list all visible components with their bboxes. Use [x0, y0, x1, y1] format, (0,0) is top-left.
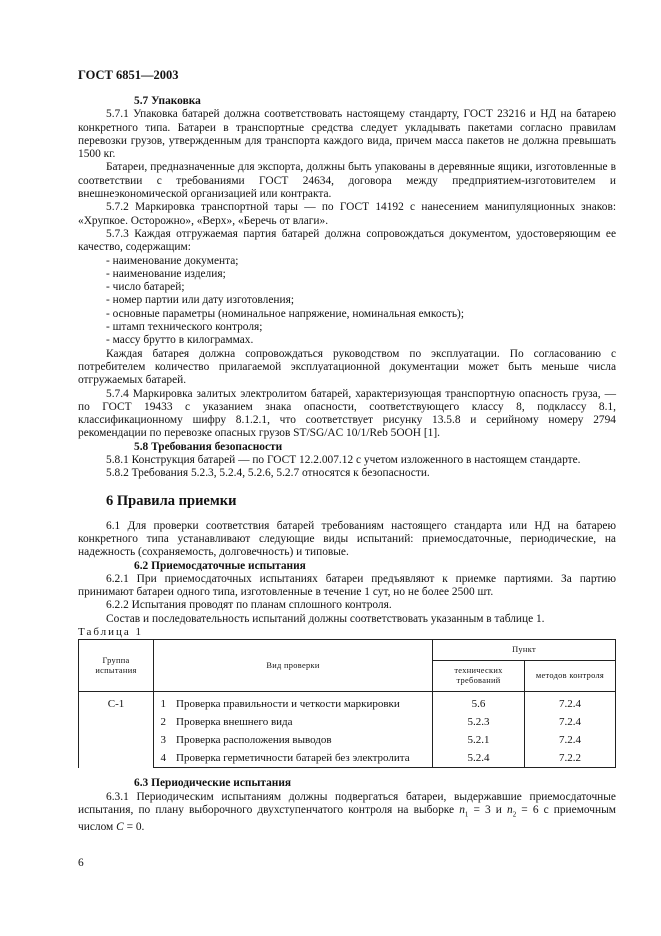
document-body: [78, 95, 616, 835]
paragraph-6-3-1-text: 6.3.1 Периодическим испытаниям должны подвергаться батареи, выдержавшие приемосдаточные испытания, по плану выборочного двухступенчатого контроля на выборке: [78, 790, 616, 816]
paragraph-5-7-2: 5.7.2 Маркировка транспортной тары — по ГОСТ 14192 с нанесением манипуляционных знаков: «Хрупкое. Осторожно», «Верх», «Беречь от влаги».: [78, 201, 616, 227]
n1-value: = 3 и: [468, 803, 507, 816]
n1-symbol: n: [459, 803, 465, 816]
check-cell: Проверка расположения выводов: [172, 731, 433, 749]
method-cell: 7.2.2: [525, 749, 616, 768]
column-header-point: Пункт: [433, 640, 616, 661]
column-header-requirements: технических требований: [433, 661, 525, 692]
paragraph-6-1: 6.1 Для проверки соответствия батарей требованиям настоящего стандарта или НД на батарею конкретного типа устанавливают следующие виды испытаний: приемосдаточные, периодические, на надежность (сохраняемость, долговечность) и типовые.: [78, 519, 616, 559]
n1-subscript: 1: [464, 810, 469, 819]
column-header-check: Вид проверки: [154, 640, 433, 692]
section-6-title: 6 Правила приемки: [106, 492, 237, 509]
paragraph-export: Батареи, предназначенные для экспорта, должны быть упакованы в деревянные ящики, изготовленные в соответствии с требованиями ГОСТ 24634, договора между предприятием-изготовителем и внешнеэкономической организацией или контракта.: [78, 161, 616, 201]
table-1: [78, 639, 616, 768]
column-header-group: Группа испытания: [79, 640, 154, 692]
n2-symbol: n: [507, 803, 513, 816]
paragraph-6-3-1: [78, 791, 616, 835]
check-cell: Проверка герметичности батарей без электролита: [172, 749, 433, 768]
requirement-cell: 5.6: [433, 692, 525, 714]
list-item: - наименование документа;: [106, 254, 239, 267]
document-header: ГОСТ 6851—2003: [78, 68, 179, 82]
page-number: 6: [78, 857, 84, 869]
column-header-methods: методов контроля: [525, 661, 616, 692]
table-row: [79, 749, 616, 768]
method-cell: 7.2.4: [525, 713, 616, 731]
paragraph-5-8-1: 5.8.1 Конструкция батарей — по ГОСТ 12.2.007.12 с учетом изложенного в настоящем стандарте.: [106, 454, 581, 467]
row-number: 3: [154, 731, 173, 749]
section-6-3-title: 6.3 Периодические испытания: [134, 777, 292, 790]
document-contents-list: [78, 255, 616, 348]
paragraph-manual: Каждая батарея должна сопровождаться руководством по эксплуатации. По согласованию с потребителем количество прилагаемой эксплуатационной документации может быть меньше числа отгружаемых батарей.: [78, 347, 616, 387]
table-row: [79, 713, 616, 731]
list-item: - наименование изделия;: [106, 267, 226, 280]
section-5-8-title: 5.8 Требования безопасности: [134, 440, 283, 453]
check-cell: Проверка внешнего вида: [172, 713, 433, 731]
list-item: - штамп технического контроля;: [106, 321, 263, 334]
row-number: 2: [154, 713, 173, 731]
requirement-cell: 5.2.4: [433, 749, 525, 768]
test-group-cell: С-1: [79, 692, 154, 768]
n2-value: = 6 с приемочным числом: [78, 803, 616, 834]
section-6-2-title: 6.2 Приемосдаточные испытания: [134, 559, 306, 572]
paragraph-5-8-2: 5.8.2 Требования 5.2.3, 5.2.4, 5.2.6, 5.2.7 относятся к безопасности.: [106, 467, 430, 480]
table-caption: Таблица 1: [78, 625, 144, 638]
method-cell: 7.2.4: [525, 692, 616, 714]
requirement-cell: 5.2.3: [433, 713, 525, 731]
table-row: [79, 731, 616, 749]
requirement-cell: 5.2.1: [433, 731, 525, 749]
table-row: [79, 692, 616, 714]
row-number: 1: [154, 692, 173, 714]
list-item: - основные параметры (номинальное напряжение, номинальная емкость);: [106, 307, 464, 320]
c-symbol: С: [116, 821, 124, 834]
paragraph-5-7-1: 5.7.1 Упаковка батарей должна соответствовать настоящему стандарту, ГОСТ 23216 и НД на батарею конкретного типа. Батареи в транспортные средства следует укладывать пакетами согласно правилам перевозки грузов, утвержденным для транспорта каждого вида, причем масса пакетов не должна превышать 1500 кг.: [78, 108, 616, 161]
paragraph-6-2-1: 6.2.1 При приемосдаточных испытаниях батареи предъявляют к приемке партиями. За партию принимают батареи одного типа, изготовленные в течение 1 сут, но не более 2500 шт.: [78, 572, 616, 599]
paragraph-5-7-4: 5.7.4 Маркировка залитых электролитом батарей, характеризующая транспортную опасность груза, — по ГОСТ 19433 с указанием знака опасности, соответствующего классу 8, подклассу 8.1, классификационному шифру 8.1.2.1, что соответствует рисунку 13.5.8 и серийному номеру 2794 рекомендации по перевозке опасных грузов ST/SG/AC 10/1/Reb 5OOH [1].: [78, 387, 616, 440]
c-value: = 0.: [123, 821, 145, 834]
paragraph-table-ref: Состав и последовательность испытаний должны соответствовать указанным в таблице 1.: [106, 612, 545, 625]
list-item: - номер партии или дату изготовления;: [106, 294, 294, 307]
list-item: - массу брутто в килограммах.: [106, 334, 254, 347]
check-cell: Проверка правильности и четкости маркировки: [172, 692, 433, 714]
list-item: - число батарей;: [106, 281, 185, 294]
method-cell: 7.2.4: [525, 731, 616, 749]
paragraph-6-2-2: 6.2.2 Испытания проводят по планам сплошного контроля.: [106, 599, 392, 612]
section-5-7-title: 5.7 Упаковка: [134, 95, 201, 107]
paragraph-5-7-3: 5.7.3 Каждая отгружаемая партия батарей должна сопровождаться документом, удостоверяющим ее качество, содержащим:: [78, 227, 616, 254]
row-number: 4: [154, 749, 173, 768]
n2-subscript: 2: [512, 810, 517, 819]
